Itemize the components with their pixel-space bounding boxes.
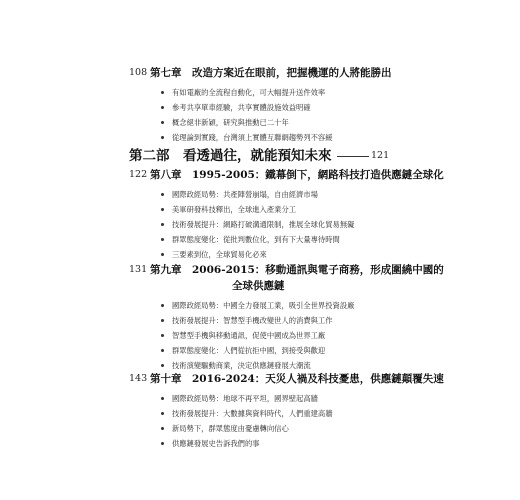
bullet-icon <box>161 334 164 337</box>
bullet-list <box>161 187 354 262</box>
bullet-icon <box>161 208 164 211</box>
list-item: 技術發展提升：網路打破溝通限制，推展全球化貿易無礙 <box>161 217 354 232</box>
bullet-icon <box>161 253 164 256</box>
chapter-heading <box>0 371 520 389</box>
chapter-page-number: 131 <box>129 264 148 275</box>
bullet-icon <box>161 106 164 109</box>
list-item: 國際政經局勢：中國全力發展工業，吸引全世界投資設廠 <box>161 298 354 313</box>
bullet-list <box>161 391 333 451</box>
bullet-icon <box>161 91 164 94</box>
part-page-number: 121 <box>371 150 390 161</box>
chapter-9 <box>0 262 520 370</box>
list-item: 技術發展提升：智慧型手機改變世人的消費與工作 <box>161 313 354 328</box>
bullet-icon <box>161 238 164 241</box>
list-item: 從理論到實踐，台灣須上實體互聯網趨勢列不容緩 <box>161 130 333 145</box>
bullet-icon <box>161 136 164 139</box>
chapter-heading <box>0 167 520 185</box>
list-item: 群眾態度變化：從批判數位化，到有下大量專待時間 <box>161 232 354 247</box>
bullet-list <box>161 85 333 145</box>
part-heading <box>129 147 389 167</box>
list-item: 概念絕非新穎，研究與推動已二十年 <box>161 115 333 130</box>
chapter-page-number: 108 <box>129 67 148 78</box>
list-item: 智慧型手機與移動通訊，促使中國成為世界工廠 <box>161 328 354 343</box>
bullet-icon <box>161 349 164 352</box>
chapter-title: 第七章 改造方案近在眼前，把握機運的人將能勝出 <box>150 67 392 79</box>
list-item: 技術演變驅動商業，決定供應鏈發展大潮流 <box>161 358 354 373</box>
chapter-10 <box>0 371 520 448</box>
list-item: 參考共享單車經驗，共享實體設施效益明確 <box>161 100 333 115</box>
list-item: 三要素到位，全球貿易化必來 <box>161 247 354 262</box>
chapter-page-number: 122 <box>129 169 148 180</box>
chapter-title-continued: 全球供應鏈 <box>232 280 285 292</box>
chapter-heading <box>0 65 520 83</box>
list-item: 群眾態度變化：人們從抗拒中國，到接受與歡迎 <box>161 343 354 358</box>
list-item: 國際政經局勢：共產陣營崩塌，自由經濟市場 <box>161 187 354 202</box>
list-item: 國際政經局勢：地球不再平坦，國界壁起高牆 <box>161 391 333 406</box>
part-title: 第二部 看透過往，就能預知未來 <box>129 148 332 164</box>
bullet-icon <box>161 304 164 307</box>
list-item: 美軍研發科技釋出，全球進入產業分工 <box>161 202 354 217</box>
chapter-title: 第八章 1995-2005：鐵幕倒下，網路科技打造供應鏈全球化 <box>150 169 444 181</box>
chapter-title: 第十章 2016-2024：天災人禍及科技憂患，供應鏈顛覆失速 <box>150 373 444 385</box>
bullet-icon <box>161 397 164 400</box>
list-item: 技術發展提升：大數據與資料時代，人們重建高牆 <box>161 406 333 421</box>
leader-line <box>337 156 369 157</box>
bullet-icon <box>161 319 164 322</box>
chapter-7 <box>0 65 520 142</box>
bullet-icon <box>161 193 164 196</box>
chapter-page-number: 143 <box>129 373 148 384</box>
chapter-title: 第九章 2006-2015：移動通訊與電子商務，形成圍繞中國的 <box>150 264 444 276</box>
bullet-icon <box>161 121 164 124</box>
bullet-icon <box>161 223 164 226</box>
bullet-icon <box>161 412 164 415</box>
list-item: 有如電廠的全流程自動化，可大幅提升送件效率 <box>161 85 333 100</box>
list-item: 新局勢下，群眾態度由憂慮轉向信心 <box>161 421 333 436</box>
bullet-icon <box>161 442 164 445</box>
list-item: 供應鏈發展史告訴我們的事 <box>161 436 333 451</box>
bullet-list <box>161 298 354 373</box>
bullet-icon <box>161 427 164 430</box>
chapter-heading <box>0 262 520 296</box>
bullet-icon <box>161 364 164 367</box>
chapter-8 <box>0 167 520 259</box>
